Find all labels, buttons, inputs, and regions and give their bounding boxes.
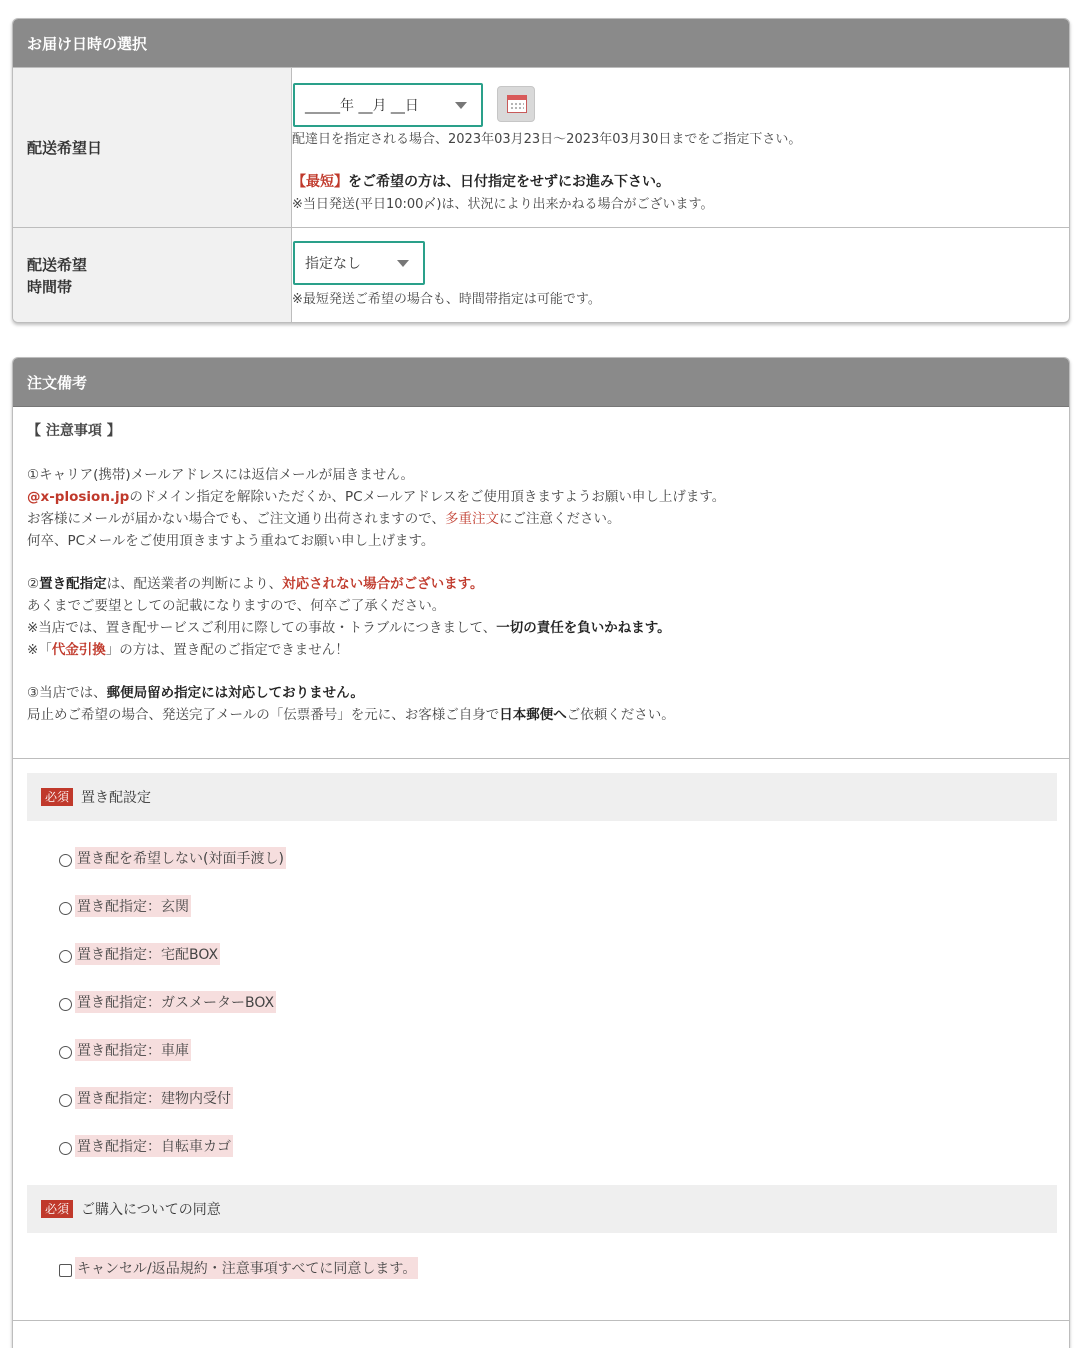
- okihai-option-reception[interactable]: [59, 1087, 233, 1109]
- okihai-option-label: 置き配指定：ガスメーターBOX: [75, 991, 276, 1013]
- consent-checkbox-row[interactable]: [59, 1257, 418, 1279]
- delivery-time-select-value: 指定なし: [305, 256, 361, 272]
- radio-button[interactable]: [59, 1046, 72, 1059]
- notice-2-line-3-bold: 一切の責任を負いかねます。: [496, 620, 671, 636]
- radio-button[interactable]: [59, 1094, 72, 1107]
- calendar-icon: [507, 95, 527, 113]
- okihai-option-entrance[interactable]: [59, 895, 191, 917]
- okihai-option-label: 置き配指定：建物内受付: [75, 1087, 233, 1109]
- delivery-date-content: [278, 68, 1069, 227]
- okihai-option-label: 置き配を希望しない(対面手渡し): [75, 847, 286, 869]
- same-day-note: ※当日発送(平日10:00〆)は、状況により出来かねる場合がございます。: [292, 197, 714, 212]
- notice-cod: 代金引換: [51, 642, 106, 658]
- okihai-option-delivery-box[interactable]: [59, 943, 220, 965]
- notice-block: [13, 406, 1069, 759]
- okihai-option-none[interactable]: [59, 847, 286, 869]
- shortest-text: をご希望の方は、日付指定をせずにお進み下さい。: [348, 174, 670, 190]
- delivery-date-note: 配達日を指定される場合、2023年03月23日～2023年03月30日までをご指定下さい。: [292, 132, 802, 147]
- delivery-time-select[interactable]: [293, 241, 425, 285]
- notice-3-line-2-bold: 日本郵便へ: [499, 707, 567, 723]
- notice-1-line-3-b: にご注意ください。: [498, 511, 621, 527]
- chevron-down-icon: [455, 102, 467, 109]
- okihai-option-label: 置き配指定：玄関: [75, 895, 191, 917]
- consent-label: キャンセル/返品規約・注意事項すべてに同意します。: [75, 1257, 418, 1279]
- okihai-option-garage[interactable]: [59, 1039, 191, 1061]
- order-note-panel: [12, 357, 1070, 1348]
- divider: [13, 1320, 1069, 1321]
- notice-3-a: ③当店では、: [27, 685, 107, 701]
- shortest-note: [292, 171, 670, 191]
- notice-2-line-2: あくまでご要望としての記載になりますので、何卒ご了承ください。: [27, 598, 446, 614]
- notice-3-line-2-a: 局止めご希望の場合、発送完了メールの「伝票番号」を元に、お客様ご自身で: [27, 707, 500, 723]
- notice-1-line-4: 何卒、PCメールをご使用頂きますよう重ねてお願い申し上げます。: [27, 533, 435, 549]
- consent-section-header: [27, 1185, 1057, 1233]
- delivery-time-content: [278, 228, 1069, 323]
- notice-1-line-3: [27, 507, 620, 527]
- required-badge: 必須: [41, 1200, 73, 1218]
- okihai-option-gas-meter-box[interactable]: [59, 991, 276, 1013]
- notice-1-line-1: ①キャリア(携帯)メールアドレスには返信メールが届きません。: [27, 467, 415, 483]
- radio-button[interactable]: [59, 854, 72, 867]
- delivery-time-note: ※最短発送ご希望の場合も、時間帯指定は可能です。: [292, 292, 601, 307]
- delivery-panel-header: お届け日時の選択: [13, 19, 1069, 68]
- notice-1-line-2: [27, 485, 725, 505]
- shortest-tag: 【最短】: [292, 174, 348, 190]
- chevron-down-icon: [397, 260, 409, 267]
- calendar-button[interactable]: [497, 86, 535, 122]
- notice-multiple-order: 多重注文: [444, 511, 499, 527]
- radio-button[interactable]: [59, 902, 72, 915]
- delivery-date-label: 配送希望日: [13, 68, 292, 227]
- notice-title: 【 注意事項 】: [27, 423, 121, 439]
- notice-2-bold: 置き配指定: [39, 576, 107, 592]
- delivery-date-select[interactable]: [293, 83, 483, 127]
- notice-2-line-3: [27, 616, 671, 636]
- delivery-date-row: [13, 67, 1069, 227]
- required-badge: 必須: [41, 788, 73, 806]
- okihai-option-label: 置き配指定：自転車カゴ: [75, 1135, 233, 1157]
- notice-2-line-4: [27, 638, 349, 658]
- order-note-header: 注文備考: [13, 358, 1069, 407]
- notice-2-line-4-b: 」の方は、置き配のご指定できません！: [105, 642, 349, 658]
- notice-3-line-2-b: ご依頼ください。: [566, 707, 675, 723]
- notice-1-line-3-a: お客様にメールが届かない場合でも、ご注文通り出荷されますので、: [27, 511, 445, 527]
- notice-3-line-1: [27, 681, 364, 701]
- notice-2-b: は、配送業者の判断により、: [106, 576, 283, 592]
- notice-2-line-4-a: ※「: [27, 642, 52, 658]
- okihai-option-bicycle-basket[interactable]: [59, 1135, 233, 1157]
- delivery-date-select-value: _____年 __月 __日: [305, 98, 419, 114]
- notice-2-line-1: [27, 572, 484, 592]
- okihai-option-label: 置き配指定：車庫: [75, 1039, 191, 1061]
- notice-3-bold: 郵便局留め指定には対応しておりません。: [106, 685, 364, 701]
- delivery-time-label-line1: 配送希望: [27, 255, 88, 274]
- notice-2-line-3-a: ※当店では、置き配サービスご利用に際しての事故・トラブルにつきまして、: [27, 620, 497, 636]
- delivery-panel: [12, 18, 1070, 323]
- notice-2-red: 対応されない場合がございます。: [282, 576, 484, 592]
- radio-button[interactable]: [59, 998, 72, 1011]
- delivery-time-row: [13, 227, 1069, 323]
- notice-domain: @x-plosion.jp: [27, 489, 130, 505]
- delivery-time-label: [13, 228, 292, 323]
- notice-2-num: ②: [27, 576, 40, 592]
- radio-button[interactable]: [59, 1142, 72, 1155]
- okihai-option-label: 置き配指定：宅配BOX: [75, 943, 220, 965]
- okihai-section-title: 置き配設定: [81, 790, 152, 806]
- radio-button[interactable]: [59, 950, 72, 963]
- consent-checkbox[interactable]: [59, 1264, 72, 1277]
- consent-section-title: ご購入についての同意: [81, 1202, 221, 1218]
- okihai-section-header: [27, 773, 1057, 821]
- notice-3-line-2: [27, 703, 675, 723]
- delivery-time-label-line2: 時間帯: [27, 277, 73, 296]
- notice-1-line-2-rest: のドメイン指定を解除いただくか、PCメールアドレスをご使用頂きますようお願い申し上げます。: [129, 489, 726, 505]
